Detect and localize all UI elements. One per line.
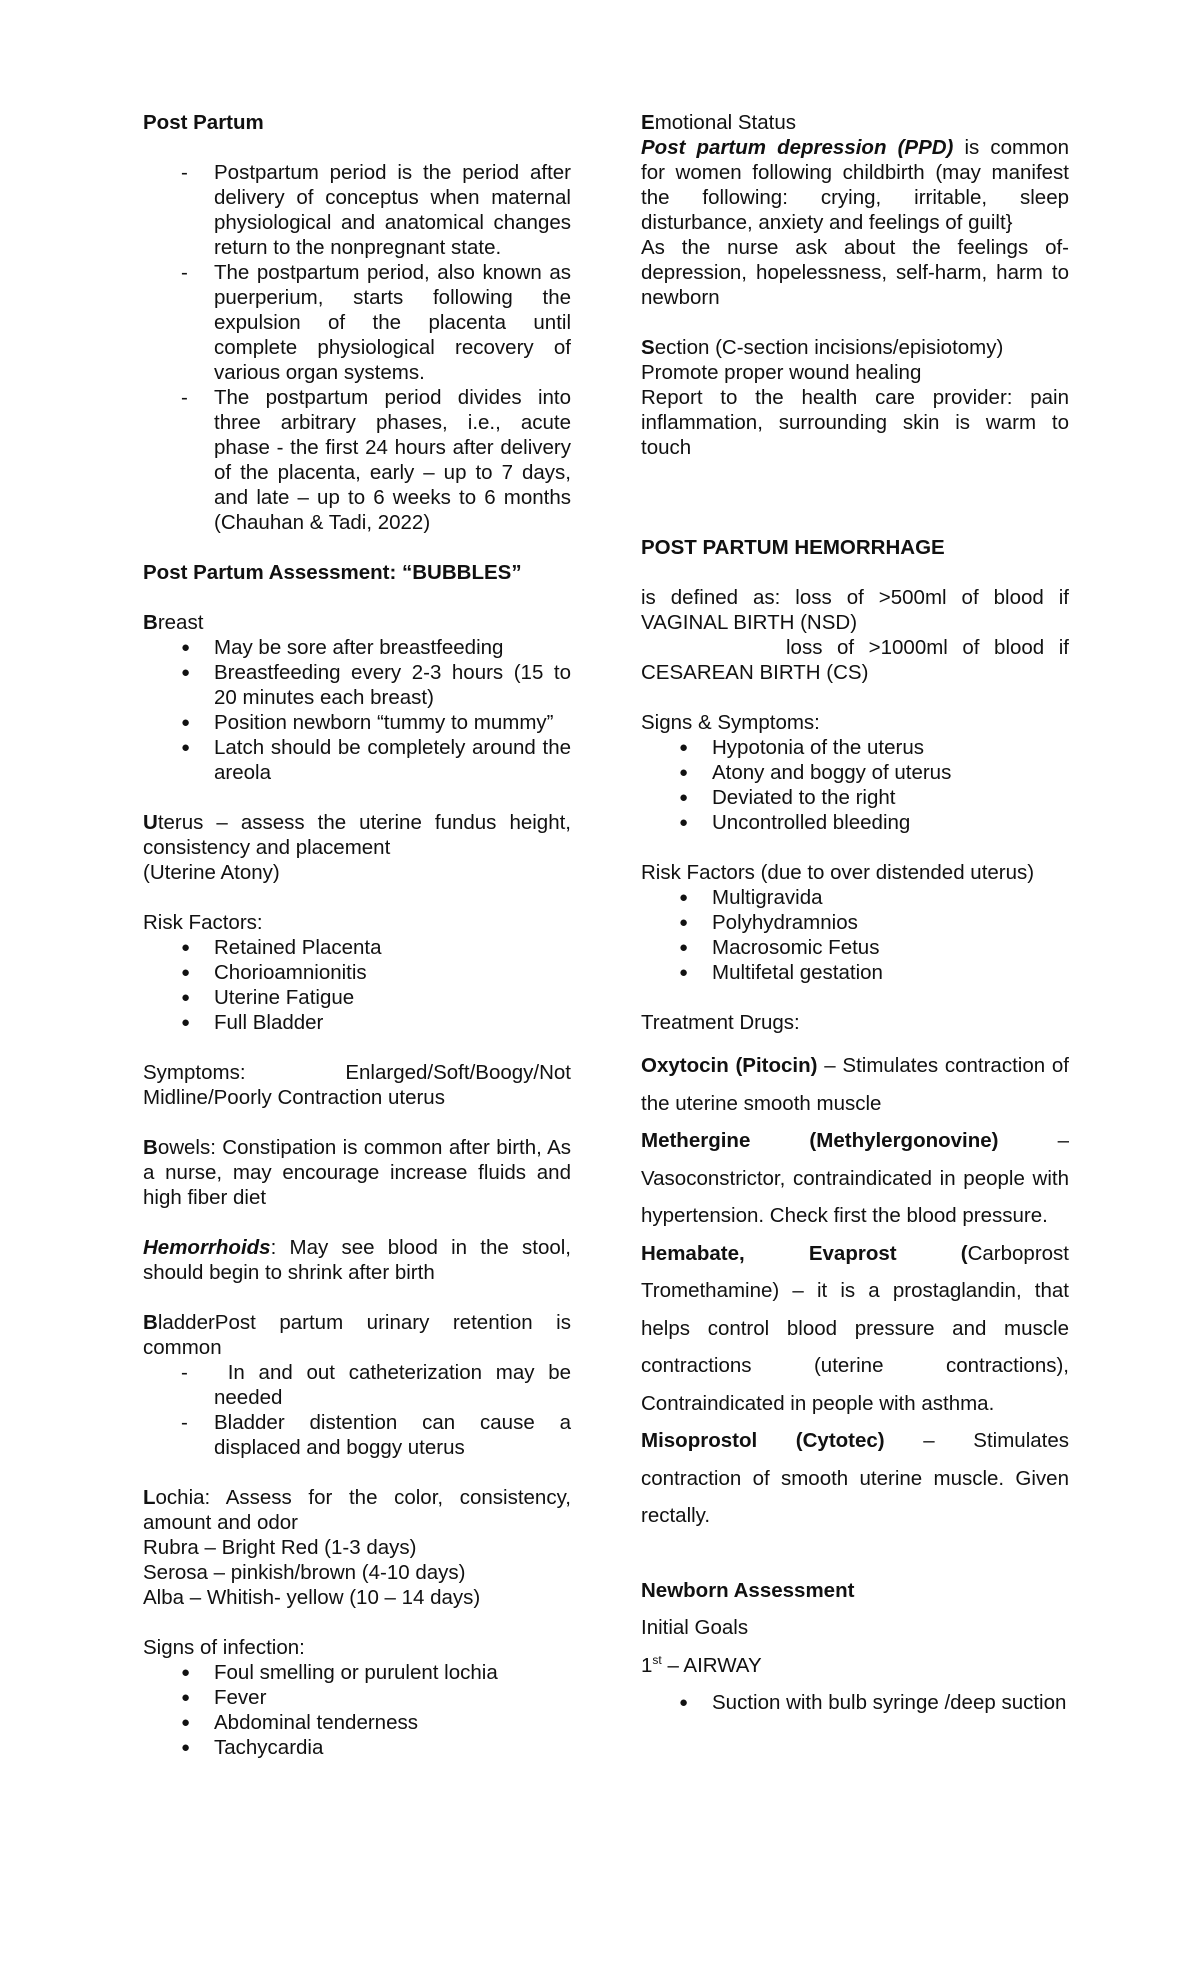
section-report: Report to the health care provider: pain inflammation, surrounding skin is warm to touch — [641, 386, 1069, 459]
uterus-paragraph: Uterus – assess the uterine fundus height, consistency and placement — [143, 811, 571, 859]
list-item: ● Full Bladder — [181, 1011, 324, 1034]
hemorrhoids-paragraph: Hemorrhoids: May see blood in the stool, should begin to shrink after birth — [143, 1236, 571, 1284]
post-partum-points — [143, 160, 571, 535]
section-line: Promote proper wound healing — [641, 361, 922, 384]
emotional-status-heading: Emotional Status — [641, 111, 796, 134]
lochia-alba: Alba – Whitish- yellow (10 – 14 days) — [143, 1586, 481, 1609]
list-item: - Bladder distention can cause a displaced and boggy uterus — [181, 1411, 571, 1459]
lochia-rubra: Rubra – Bright Red (1-3 days) — [143, 1536, 417, 1559]
bowels-paragraph: Bowels: Constipation is common after birth, As a nurse, may encourage increase fluids and high fiber diet — [143, 1136, 571, 1209]
list-item: - The postpartum period, also known as puerperium, starts following the expulsion of the placenta until complete physiological recovery of various organ systems. — [181, 261, 571, 384]
list-item: ● Latch should be completely around the areola — [181, 736, 571, 784]
pph-definition: is defined as: loss of >500ml of blood if VAGINAL BIRTH (NSD) — [641, 586, 1069, 634]
newborn-goals: Initial Goals — [641, 1616, 749, 1639]
list-item: - The postpartum period divides into three arbitrary phases, i.e., acute phase - the first 24 hours after delivery of the placenta, early – up to 7 days, and late – up to 6 weeks to 6 months (Chauhan & Tadi, 2022) — [181, 386, 571, 534]
list-item: ● Atony and boggy of uterus — [679, 761, 952, 784]
symptoms-line: Midline/Poorly Contraction uterus — [143, 1086, 445, 1109]
risk-factors-label: Risk Factors: — [143, 911, 263, 934]
list-item: - In and out catheterization may be needed — [181, 1361, 577, 1409]
list-item: ● Hypotonia of the uterus — [679, 736, 924, 759]
list-item: ● Abdominal tenderness — [181, 1711, 418, 1734]
drug-hemabate: Hemabate, Evaprost (Carboprost Tromethamine) – it is a prostaglandin, that helps control blood pressure and muscle contractions (uterine contractions), Contraindicated in people with asthma. — [641, 1241, 1069, 1415]
symptoms-line: Symptoms: Enlarged/Soft/Boogy/Not — [143, 1061, 571, 1084]
list-item: ● Uterine Fatigue — [181, 986, 355, 1009]
drug-list — [641, 1047, 1069, 1722]
pph-risk-label: Risk Factors (due to over distended uterus) — [641, 861, 1035, 884]
pph-definition-cs: loss of >1000ml of blood if — [786, 636, 1069, 659]
list-item: ● Foul smelling or purulent lochia — [181, 1661, 498, 1684]
breast-heading: Breast — [143, 611, 204, 634]
lochia-serosa: Serosa – pinkish/brown (4-10 days) — [143, 1561, 466, 1584]
list-item: ● Chorioamnionitis — [181, 961, 367, 984]
list-item: ● Deviated to the right — [679, 786, 896, 809]
treatment-drugs-label: Treatment Drugs: — [641, 1011, 800, 1034]
drug-methergine: Methergine (Methylergonovine) – Vasoconstrictor, contraindicated in people with hypertension. Check first the blood pressure. — [641, 1129, 1069, 1227]
list-item: ● May be sore after breastfeeding — [181, 636, 504, 659]
risk-factors-list — [143, 935, 571, 1035]
newborn-title: Newborn Assessment — [641, 1578, 855, 1602]
newborn-airway: 1st – AIRWAY — [641, 1652, 762, 1677]
list-item: ● Uncontrolled bleeding — [679, 811, 911, 834]
pph-risk-list — [641, 885, 1069, 985]
list-item: - Postpartum period is the period after delivery of conceptus when maternal physiological and anatomical changes return to the nonpregnant state. — [181, 161, 571, 259]
section-heading: Section (C-section incisions/episiotomy) — [641, 336, 1004, 359]
list-item: ● Multifetal gestation — [679, 961, 883, 984]
pph-title: POST PARTUM HEMORRHAGE — [641, 536, 945, 559]
bladder-list — [143, 1360, 577, 1460]
pph-definition-cs-line2: CESAREAN BIRTH (CS) — [641, 661, 869, 684]
newborn-list — [641, 1684, 1069, 1722]
infection-label: Signs of infection: — [143, 1636, 305, 1659]
list-item: ● Position newborn “tummy to mummy” — [181, 711, 554, 734]
signs-symptoms-list — [641, 735, 1069, 835]
list-item: ● Macrosomic Fetus — [679, 936, 880, 959]
drug-misoprostol: Misoprostol (Cytotec) – Stimulates contraction of smooth uterine muscle. Given rectally. — [641, 1429, 1070, 1527]
bladder-paragraph: BladderPost partum urinary retention is common — [143, 1311, 571, 1359]
signs-symptoms-label: Signs & Symptoms: — [641, 711, 820, 734]
list-item: ● Retained Placenta — [181, 936, 382, 959]
list-item: ● Breastfeeding every 2-3 hours (15 to 20 minutes each breast) — [181, 661, 571, 709]
right-column — [641, 110, 1069, 1722]
list-item: ● Tachycardia — [181, 1736, 324, 1759]
post-partum-title: Post Partum — [143, 111, 264, 134]
list-item: ● Polyhydramnios — [679, 911, 858, 934]
list-item: ● Multigravida — [679, 886, 823, 909]
breast-list — [143, 635, 571, 785]
list-item: ● Fever — [181, 1686, 267, 1709]
lochia-paragraph: Lochia: Assess for the color, consistency, amount and odor — [143, 1486, 571, 1534]
uterus-note: (Uterine Atony) — [143, 861, 280, 884]
ppd-paragraph: Post partum depression (PPD) is common for women following childbirth (may manifest the following: crying, irritable, sleep disturbance, anxiety and feelings of guilt} — [641, 136, 1069, 234]
infection-list — [143, 1660, 571, 1760]
list-item: ● Suction with bulb syringe /deep suction — [679, 1691, 1067, 1714]
assessment-title: Post Partum Assessment: “BUBBLES” — [143, 561, 522, 584]
drug-oxytocin: Oxytocin (Pitocin) – Stimulates contraction of the uterine smooth muscle — [641, 1054, 1069, 1115]
ppd-nurse-paragraph: As the nurse ask about the feelings of-depression, hopelessness, self-harm, harm to newborn — [641, 236, 1069, 309]
left-column — [143, 110, 577, 1760]
